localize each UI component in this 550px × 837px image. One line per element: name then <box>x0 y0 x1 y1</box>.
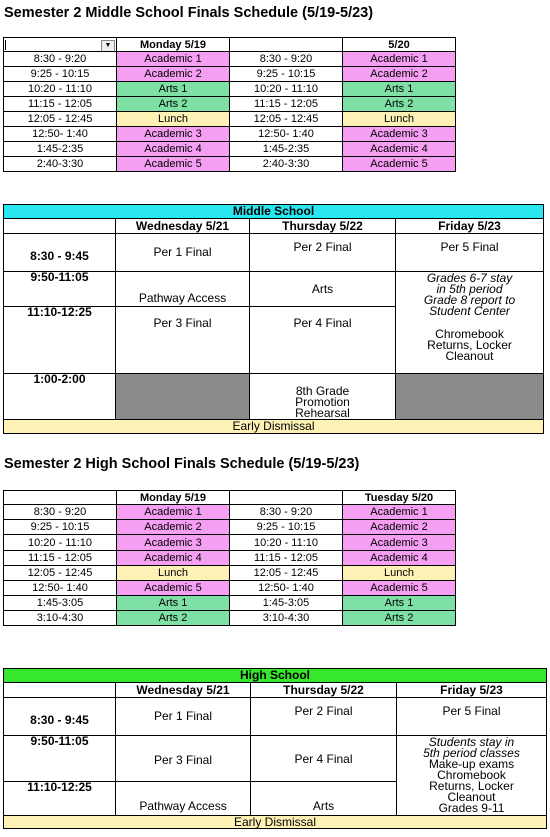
hs-friday-notes: Students stay in 5th period classes Make-up exams Chromebook Returns, Locker Cleanout Grades 9-11 <box>397 736 547 816</box>
ms-early-dismissal: Early Dismissal <box>4 420 544 434</box>
ms-banner: Middle School <box>4 205 544 219</box>
header-tuesday: Tuesday 5/20 <box>343 491 456 505</box>
dropdown-arrow-icon[interactable]: ▼ <box>101 40 115 52</box>
header-tuesday: 5/20 <box>343 38 456 52</box>
hs-banner: High School <box>4 669 547 683</box>
hs-wed-fri-table: High School Wednesday 5/21 Thursday 5/22 Friday 5/23 8:30 - 9:45 Per 1 Final Per 2 Final Per 5 Final 9:50-11:05 Per 3 Final Per 4 Final Students stay in 5th period classes Make-up exams Chromebook Returns, Locker Cleanout Grades 9-11 11:10-12:25 Pathway Access Arts Early Dismissal <box>3 668 547 829</box>
header-monday: Monday 5/19 <box>117 491 230 505</box>
ms-title: Semester 2 Middle School Finals Schedule (5/19-5/23) <box>4 5 374 21</box>
hs-early-dismissal: Early Dismissal <box>4 816 547 829</box>
hs-mon-tue-table: Monday 5/19 Tuesday 5/20 8:30 - 9:20 Academic 1 8:30 - 9:20 Academic 1 9:25 - 10:15 Academic 2 9:25 - 10:15 Academic 2 10:20 - 11:10 Academic 3 10:20 - 11:10 Academic 3 11:15 - 12:05 Academic 4 11:15 - 12:05 Academic 4 12:05 - 12:45 Lunch 12:05 - 12:45 Lunch 12:50- 1:40 Academic 5 12:50- 1:40 Academic 5 1:45-3:05 Arts 1 1:45-3:05 Arts 1 3:10-4:30 Arts 2 3:10-4:30 Arts 2 <box>3 490 456 626</box>
ms-wed-fri-table: Middle School Wednesday 5/21 Thursday 5/22 Friday 5/23 8:30 - 9:45 Per 1 Final Per 2 Final Per 5 Final 9:50-11:05 Pathway Access Arts Grades 6-7 stay in 5th period Grade 8 report to Student Center Chromebook Returns, Locker Cleanout 11:10-12:25 Per 3 Final Per 4 Final 1:00-2:00 8th Grade Promotion Rehearsal Early Dismissal <box>3 204 544 434</box>
ms-mon-tue-table: ▼ Monday 5/19 5/20 8:30 - 9:20 Academic 1 8:30 - 9:20 Academic 1 9:25 - 10:15 Academic 2 9:25 - 10:15 Academic 2 10:20 - 11:10 Arts 1 10:20 - 11:10 Arts 1 11:15 - 12:05 Arts 2 11:15 - 12:05 Arts 2 12:05 - 12:45 Lunch 12:05 - 12:45 Lunch 12:50- 1:40 Academic 3 12:50- 1:40 Academic 3 1:45-2:35 Academic 4 1:45-2:35 Academic 4 2:40-3:30 Academic 5 2:40-3:30 Academic 5 <box>3 37 456 172</box>
blocked-cell <box>116 374 250 420</box>
filter-cell[interactable] <box>4 38 117 52</box>
blocked-cell <box>396 374 544 420</box>
hs-title: Semester 2 High School Finals Schedule (5/19-5/23) <box>4 456 360 472</box>
ms-thu-rehearsal: 8th Grade Promotion Rehearsal <box>250 374 396 420</box>
ms-friday-notes: Grades 6-7 stay in 5th period Grade 8 report to Student Center Chromebook Returns, Locker Cleanout <box>396 272 544 374</box>
header-monday: Monday 5/19 <box>117 38 230 52</box>
